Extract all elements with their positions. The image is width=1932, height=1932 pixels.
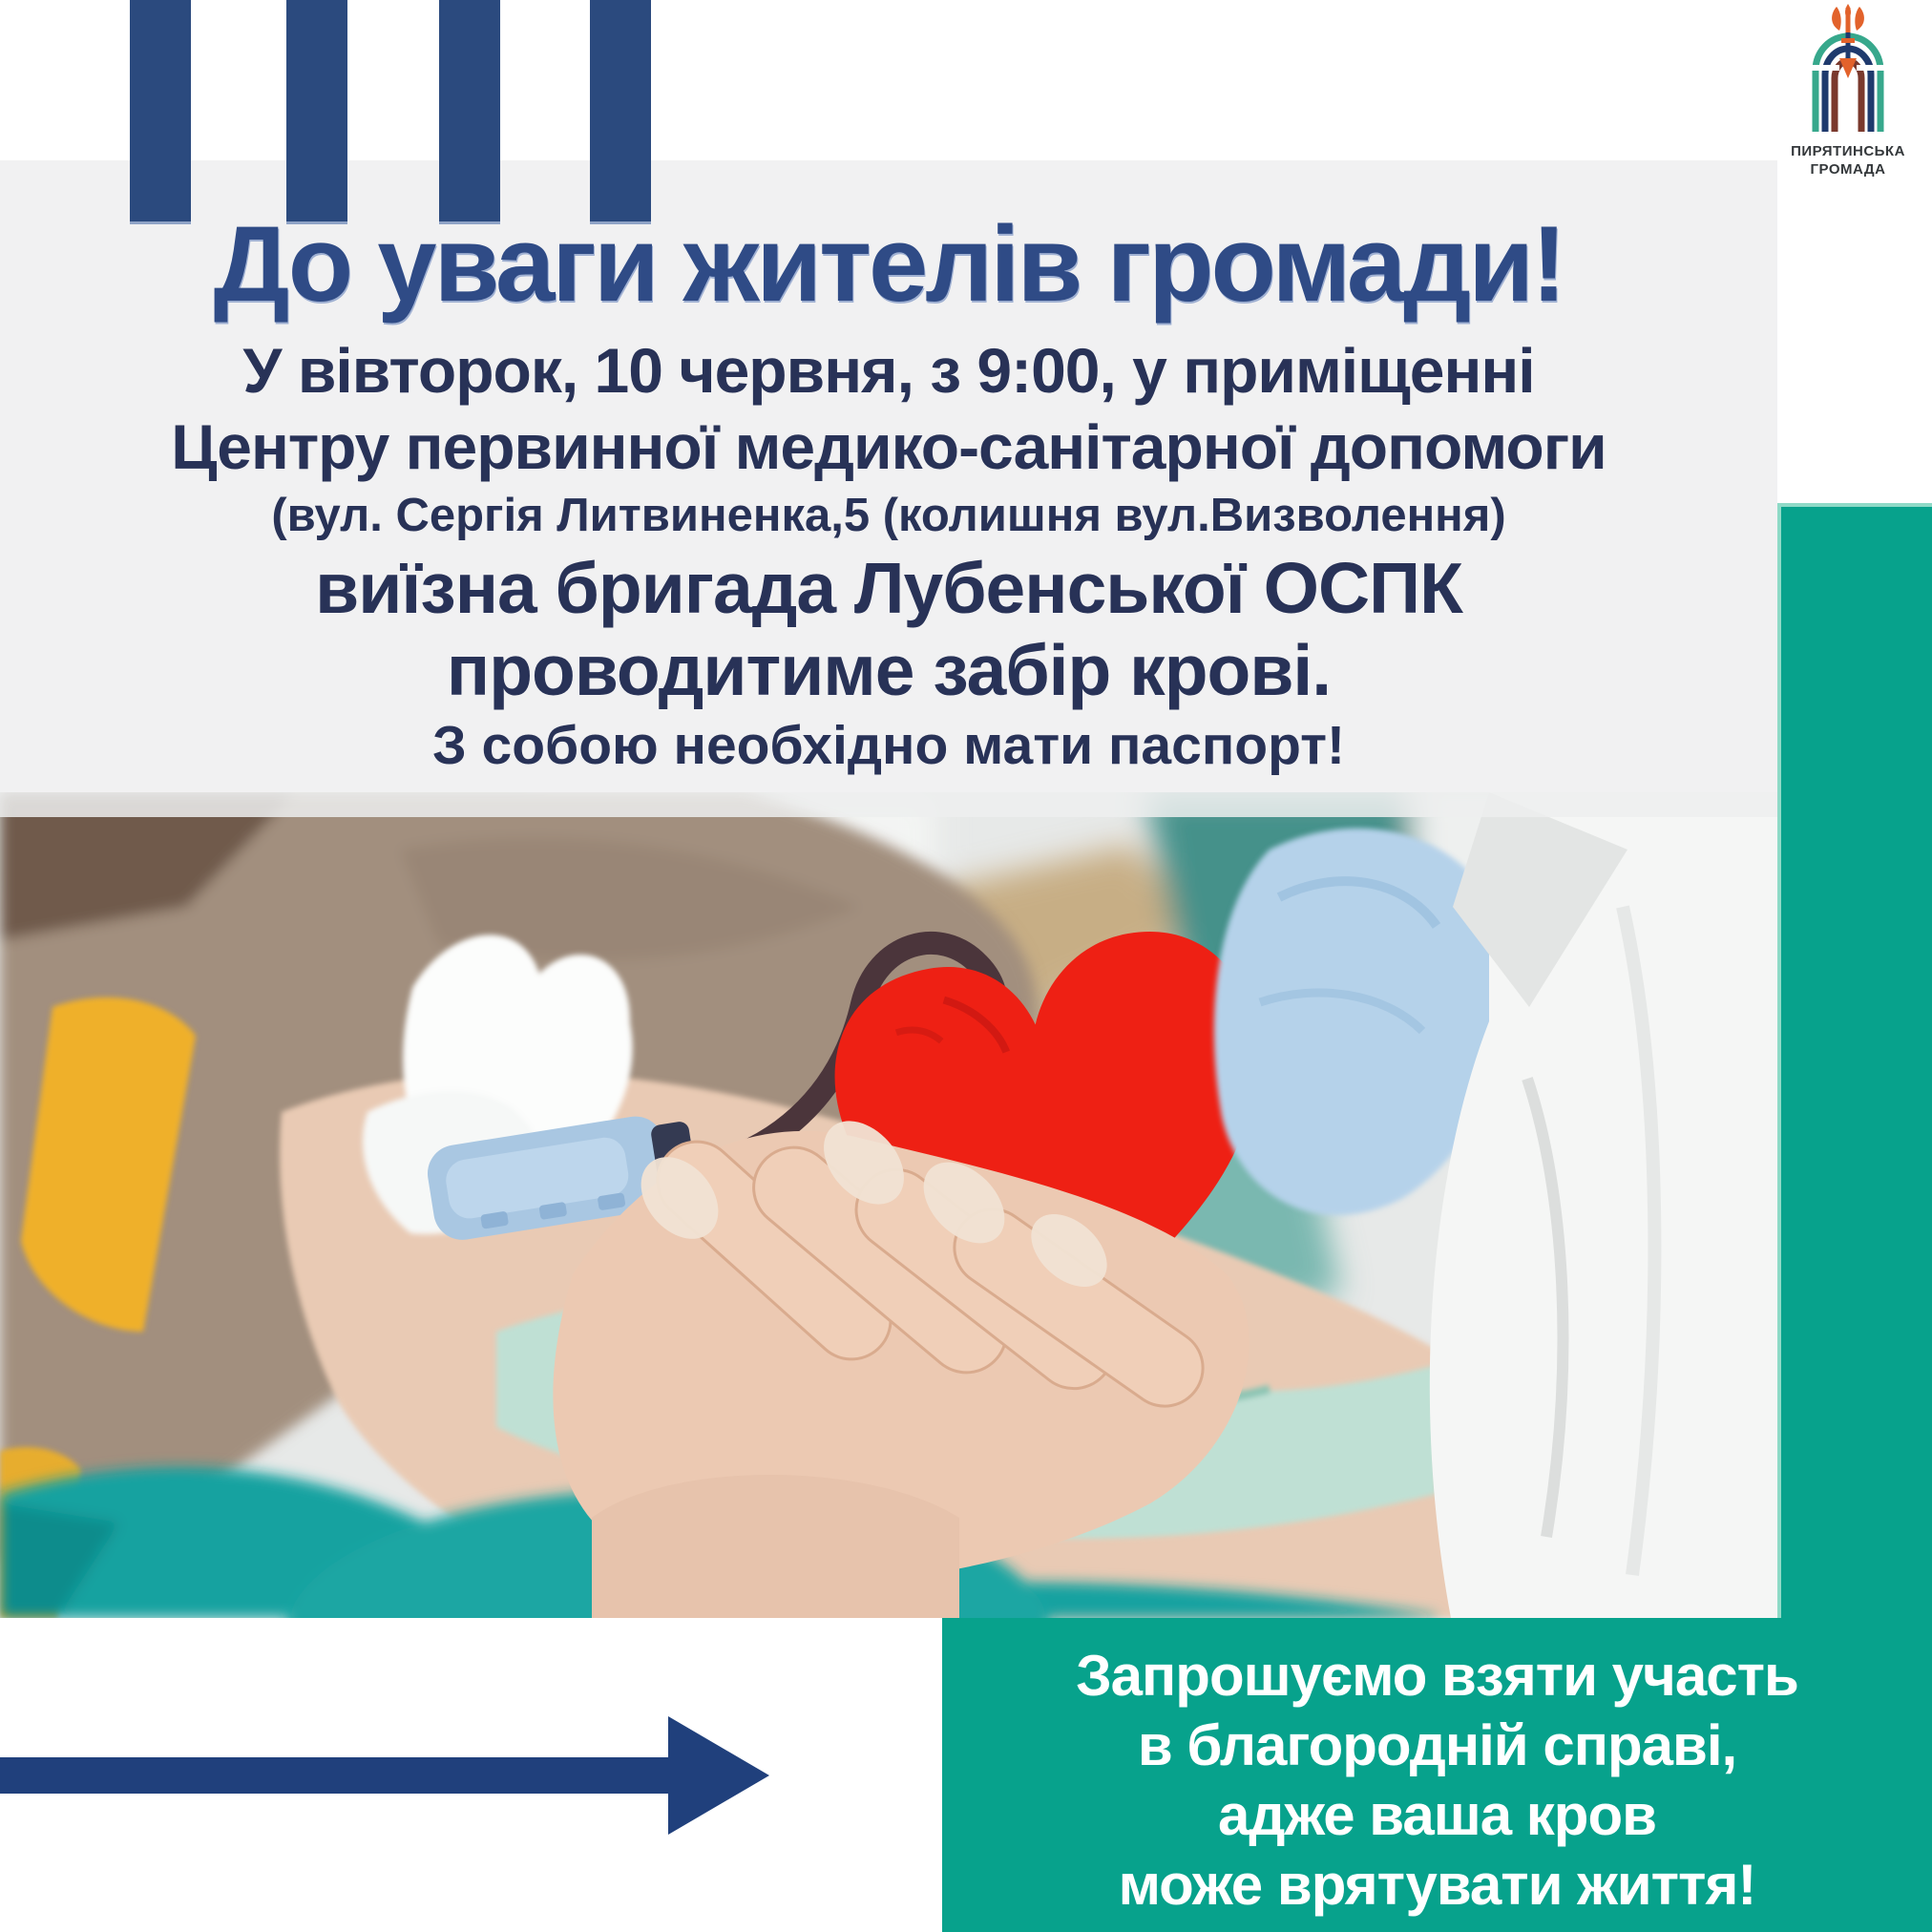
right-arrow-head-icon (668, 1716, 769, 1835)
announcement-block (0, 204, 1777, 781)
invitation-line: Запрошуємо взяти участь (1076, 1644, 1798, 1708)
announcement-line: (вул. Сергія Литвиненка,5 (колишня вул.Визволення) (271, 490, 1506, 541)
invitation-text (942, 1641, 1932, 1920)
logo-text-line2: ГРОМАДА (1810, 161, 1886, 178)
invitation-box (942, 1618, 1932, 1932)
invitation-line: адже ваша кров (1218, 1783, 1656, 1847)
blood-donation-photo (0, 792, 1777, 1618)
arrow-box (0, 1618, 942, 1932)
announcement-line: Центру первинної медико-санітарної допомоги (171, 411, 1606, 482)
page-title: До уваги жителів громади! (213, 204, 1564, 324)
announcement-line: проводитиме забір крові. (446, 630, 1332, 710)
announcement-line: виїзна бригада Лубенської ОСПК (315, 548, 1462, 628)
decorative-bar (590, 0, 651, 221)
decorative-bar (130, 0, 191, 221)
announcement-line: З собою необхідно мати паспорт! (431, 715, 1346, 776)
community-logo (1768, 4, 1928, 178)
logo-text-line1: ПИРЯТИНСЬКА (1791, 143, 1905, 159)
invitation-line: може врятувати життя! (1118, 1853, 1756, 1917)
right-arrow-icon (0, 1757, 670, 1794)
logo-arch-icon (1770, 4, 1926, 137)
photo-top-fade (0, 792, 1777, 817)
invitation-line: в благородній справі, (1137, 1713, 1737, 1777)
announcement-line: У вівторок, 10 червня, з 9:00, у приміщенні (242, 335, 1535, 406)
decorative-bar (439, 0, 500, 221)
decorative-bar (286, 0, 347, 221)
